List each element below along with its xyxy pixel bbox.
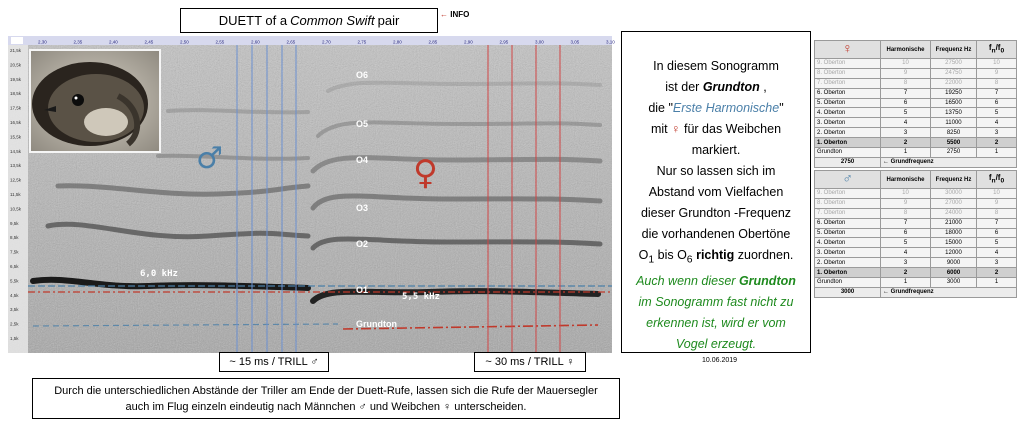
freq-tick-label: 14,5k <box>10 148 22 154</box>
table-cell: 5 <box>977 238 1017 248</box>
table-row <box>815 218 1017 228</box>
title-species: Common Swift <box>290 13 375 28</box>
col-frequency: Frequenz Hz <box>931 41 977 59</box>
col-harmonic: Harmonische <box>881 171 931 189</box>
table-cell: 7 <box>977 218 1017 228</box>
freq-tick-label: 19,5k <box>10 76 22 82</box>
time-tick-label: 2,80 <box>393 39 402 45</box>
caption-male-text: ~ 15 ms / TRILL ♂ <box>229 356 319 368</box>
bottom-note-line-1: Durch die unterschiedlichen Abstände der Triller am Ende der Duett-Rufe, lassen sich die Rufe der Mauersegler <box>54 384 598 397</box>
freq-tick-label: 17,5k <box>10 105 22 111</box>
bottom-note-line-2: auch im Flug einzeln eindeutig nach Männchen ♂ und Weibchen ♀ unterscheiden. <box>125 400 527 413</box>
freq-tick-label: 5,5k <box>10 278 19 284</box>
table-cell: 1 <box>977 148 1017 158</box>
male-symbol-table: ♂ <box>842 169 853 186</box>
table-cell: 8. Oberton <box>815 68 881 78</box>
table-cell: 8 <box>881 208 931 218</box>
table-cell: 12000 <box>931 248 977 258</box>
table-row <box>815 228 1017 238</box>
table-cell: 2 <box>881 138 931 148</box>
freq-label-male: 6,0 kHz <box>140 269 178 279</box>
time-tick-label: 2,90 <box>464 39 473 45</box>
grundton-term-green: Grundton <box>738 273 796 288</box>
table-cell: 8. Oberton <box>815 198 881 208</box>
table-cell: 3 <box>881 128 931 138</box>
freq-tick-label: 16,5k <box>10 120 22 125</box>
time-axis-corner <box>11 37 23 44</box>
freq-tick-label: 21,5k <box>10 48 22 53</box>
table-cell: 4 <box>977 248 1017 258</box>
table-cell: 9 <box>881 68 931 78</box>
female-symbol-inline: ♀ <box>671 122 681 136</box>
table-cell: 2 <box>977 138 1017 148</box>
info-label: INFO <box>450 10 470 19</box>
time-tick-label: 2,40 <box>109 39 118 45</box>
table-cell: 7 <box>977 88 1017 98</box>
time-tick-label: 2,70 <box>322 39 331 45</box>
date-label: 10.06.2019 <box>702 357 738 364</box>
table-cell: 7. Oberton <box>815 208 881 218</box>
table-row <box>815 198 1017 208</box>
table-cell: 9 <box>977 68 1017 78</box>
table-cell: 5 <box>977 108 1017 118</box>
freq-tick-label: 7,5k <box>10 249 19 255</box>
bird-eye-icon <box>72 94 84 106</box>
table-row <box>815 208 1017 218</box>
time-tick-label: 2,95 <box>499 39 509 45</box>
table-cell: 27000 <box>931 198 977 208</box>
col-ratio: $f_n/f_0$ <box>977 171 1017 189</box>
table-header-row <box>815 171 1017 189</box>
time-axis-bar <box>8 36 612 45</box>
title-prefix: DUETT of a <box>218 13 288 28</box>
table-row <box>815 98 1017 108</box>
overtone-label-o5: O5 <box>356 119 369 129</box>
explanation-green-line: Vogel erzeugt. <box>675 336 757 351</box>
explanation-green-line: Auch wenn dieser Grundton <box>636 273 796 288</box>
table-cell: 2. Oberton <box>815 258 881 268</box>
time-tick-label: 2,50 <box>180 39 189 45</box>
table-cell: 3. Oberton <box>815 118 881 128</box>
col-harmonic: Harmonische <box>881 41 931 59</box>
bird-photo <box>30 50 160 152</box>
table-cell: 24750 <box>931 68 977 78</box>
table-cell: Grundton <box>815 278 881 288</box>
explanation-line: Nur so lassen sich im <box>656 164 776 178</box>
overtone-label-o4: O4 <box>356 155 369 165</box>
table-cell: 6000 <box>931 268 977 278</box>
table-cell: 6 <box>977 228 1017 238</box>
explanation-line: die "Erste Harmonische" <box>648 101 784 115</box>
table-row <box>815 88 1017 98</box>
table-cell: 9. Oberton <box>815 59 881 69</box>
freq-tick-label: 8,5k <box>10 235 19 241</box>
table-cell: 5 <box>881 108 931 118</box>
table-cell: 30000 <box>931 189 977 199</box>
table-row <box>815 78 1017 88</box>
table-cell: 13750 <box>931 108 977 118</box>
table-cell: 3 <box>977 258 1017 268</box>
table-cell: 5. Oberton <box>815 228 881 238</box>
title-suffix: pair <box>377 13 400 28</box>
table-cell: 27500 <box>931 59 977 69</box>
table-cell: Grundton <box>815 148 881 158</box>
arrow-left-icon: ← <box>440 10 448 19</box>
freq-label-female: 5,5 kHz <box>402 292 440 302</box>
table-cell: 6 <box>977 98 1017 108</box>
freq-tick-label: 15,5k <box>10 134 22 140</box>
table-cell: 9. Oberton <box>815 189 881 199</box>
explanation-line: ist der Grundton , <box>665 80 767 94</box>
caption-female-text: ~ 30 ms / TRILL ♀ <box>485 356 575 368</box>
table-row <box>815 118 1017 128</box>
table-cell: 3. Oberton <box>815 248 881 258</box>
table-row <box>815 258 1017 268</box>
table-cell: 24000 <box>931 208 977 218</box>
footer-label: ← Grundfrequenz <box>881 287 1017 297</box>
table-cell: 4. Oberton <box>815 238 881 248</box>
table-cell: 5 <box>881 238 931 248</box>
freq-tick-label: 10,5k <box>10 206 22 212</box>
explanation-line: markiert. <box>691 143 741 157</box>
time-tick-label: 2,65 <box>286 39 296 45</box>
freq-tick-label: 9,5k <box>10 220 19 226</box>
table-cell: 11000 <box>931 118 977 128</box>
table-cell: 3 <box>881 258 931 268</box>
table-cell: 6 <box>881 98 931 108</box>
table-cell: 21000 <box>931 218 977 228</box>
table-cell: 9000 <box>931 258 977 268</box>
table-cell: 7. Oberton <box>815 78 881 88</box>
explanation-box <box>621 31 811 353</box>
freq-tick-label: 3,5k <box>10 307 19 313</box>
table-cell: 2 <box>881 268 931 278</box>
time-tick-label: 3,00 <box>535 39 544 45</box>
table-row <box>815 148 1017 158</box>
richtig-term: richtig <box>696 248 735 262</box>
freq-tick-label: 6,5k <box>10 264 19 269</box>
bottom-note <box>32 378 620 419</box>
explanation-green-line: im Sonogramm fast nicht zu <box>638 294 794 309</box>
erste-harmonische-term: Erste Harmonische <box>672 101 780 115</box>
table-cell: 4. Oberton <box>815 108 881 118</box>
table-row <box>815 138 1017 148</box>
table-footer-row <box>815 157 1017 167</box>
time-tick-label: 2,30 <box>38 39 47 45</box>
table-cell: 1 <box>977 278 1017 288</box>
table-cell: 8 <box>977 208 1017 218</box>
table-cell: 7 <box>881 218 931 228</box>
table-cell: 2 <box>977 268 1017 278</box>
table-cell: 3000 <box>931 278 977 288</box>
explanation-green-line: erkennen ist, wird er vom <box>646 315 786 330</box>
table-row <box>815 108 1017 118</box>
freq-tick-label: 11,5k <box>10 192 21 197</box>
grundton-term: Grundton <box>702 80 760 94</box>
overtone-label-o3: O3 <box>356 203 369 213</box>
freq-tick-label: 20,5k <box>10 62 22 68</box>
time-tick-label: 2,85 <box>428 39 438 45</box>
time-tick-label: 2,75 <box>357 39 367 45</box>
table-cell: 4 <box>977 118 1017 128</box>
table-cell: 8 <box>977 78 1017 88</box>
time-tick-label: 2,60 <box>251 39 260 45</box>
table-cell: 6. Oberton <box>815 88 881 98</box>
explanation-line: dieser Grundton -Frequenz <box>640 206 792 220</box>
table-row <box>815 68 1017 78</box>
male-symbol: ♂ <box>196 141 223 176</box>
table-cell: 19250 <box>931 88 977 98</box>
spectrogram-svg <box>8 36 615 353</box>
table-row <box>815 189 1017 199</box>
table-footer-row <box>815 287 1017 297</box>
table-cell: 2750 <box>931 148 977 158</box>
table-cell: 8 <box>881 78 931 88</box>
female-symbol: ♀ <box>413 153 438 193</box>
table-cell: 9 <box>977 198 1017 208</box>
table-cell: 1. Oberton <box>815 138 881 148</box>
table-cell: 7 <box>881 88 931 98</box>
table-cell: 10 <box>977 189 1017 199</box>
freq-tick-label: 4,5k <box>10 292 19 298</box>
time-tick-label: 2,55 <box>215 39 225 45</box>
overtone-label-o1: O1 <box>356 285 369 295</box>
table-cell: 3 <box>977 128 1017 138</box>
time-tick-label: 3,05 <box>570 39 580 45</box>
overtone-label-o6: O6 <box>356 70 369 80</box>
footer-value: 3000 <box>815 287 881 297</box>
spectrogram <box>8 36 615 353</box>
footer-value: 2750 <box>815 157 881 167</box>
time-tick-label: 2,45 <box>144 39 154 45</box>
table-cell: 4 <box>881 248 931 258</box>
table-cell: 16500 <box>931 98 977 108</box>
freq-tick-label: 13,5k <box>10 163 22 169</box>
table-cell: 10 <box>977 59 1017 69</box>
footer-label: ← Grundfrequenz <box>881 157 1017 167</box>
table-row <box>815 59 1017 69</box>
col-ratio: $f_n/f_0$ <box>977 41 1017 59</box>
table-cell: 18000 <box>931 228 977 238</box>
time-tick-label: 3,10 <box>606 39 615 45</box>
female-harmonics-table <box>814 40 1017 168</box>
freq-tick-label: 18,5k <box>10 91 22 97</box>
table-cell: 4 <box>881 118 931 128</box>
table-cell: 5500 <box>931 138 977 148</box>
caption-male-trill <box>219 352 329 372</box>
table-cell: 10 <box>881 59 931 69</box>
caption-female-trill <box>474 352 586 372</box>
table-row <box>815 248 1017 258</box>
freq-tick-label: 2,5k <box>10 321 19 327</box>
table-header-row <box>815 41 1017 59</box>
overtone-label-o2: O2 <box>356 239 369 249</box>
table-cell: 1 <box>881 278 931 288</box>
male-harmonics-table <box>814 170 1017 298</box>
table-cell: 6 <box>881 228 931 238</box>
info-link[interactable] <box>440 10 469 19</box>
time-tick-label: 2,35 <box>73 39 83 45</box>
overtone-label-grundton: Grundton <box>356 319 397 329</box>
table-cell: 1 <box>881 148 931 158</box>
table-row <box>815 238 1017 248</box>
table-cell: 9 <box>881 198 931 208</box>
table-cell: 22000 <box>931 78 977 88</box>
table-cell: 15000 <box>931 238 977 248</box>
bird-eye-highlight <box>75 97 78 100</box>
table-cell: 10 <box>881 189 931 199</box>
table-cell: 8250 <box>931 128 977 138</box>
title-box <box>180 8 438 33</box>
col-frequency: Frequenz Hz <box>931 171 977 189</box>
explanation-line: In diesem Sonogramm <box>653 59 779 73</box>
table-cell: 2. Oberton <box>815 128 881 138</box>
male-band-o5 <box>168 110 308 112</box>
table-row <box>815 268 1017 278</box>
freq-tick-label: 1,5k <box>10 336 19 341</box>
explanation-line: $O_1$ bis $O_6$ richtig zuordnen. <box>638 248 794 266</box>
female-symbol-table: ♀ <box>842 39 853 56</box>
table-row <box>815 278 1017 288</box>
explanation-line: die vorhandenen Obertöne <box>641 227 791 241</box>
table-cell: 5. Oberton <box>815 98 881 108</box>
freq-tick-label: 12,5k <box>10 177 22 183</box>
table-cell: 1. Oberton <box>815 268 881 278</box>
explanation-line: Abstand vom Vielfachen <box>648 185 784 199</box>
table-cell: 6. Oberton <box>815 218 881 228</box>
bird-throat <box>84 108 128 136</box>
explanation-line: mit ♀ für das Weibchen <box>650 122 782 136</box>
table-row <box>815 128 1017 138</box>
